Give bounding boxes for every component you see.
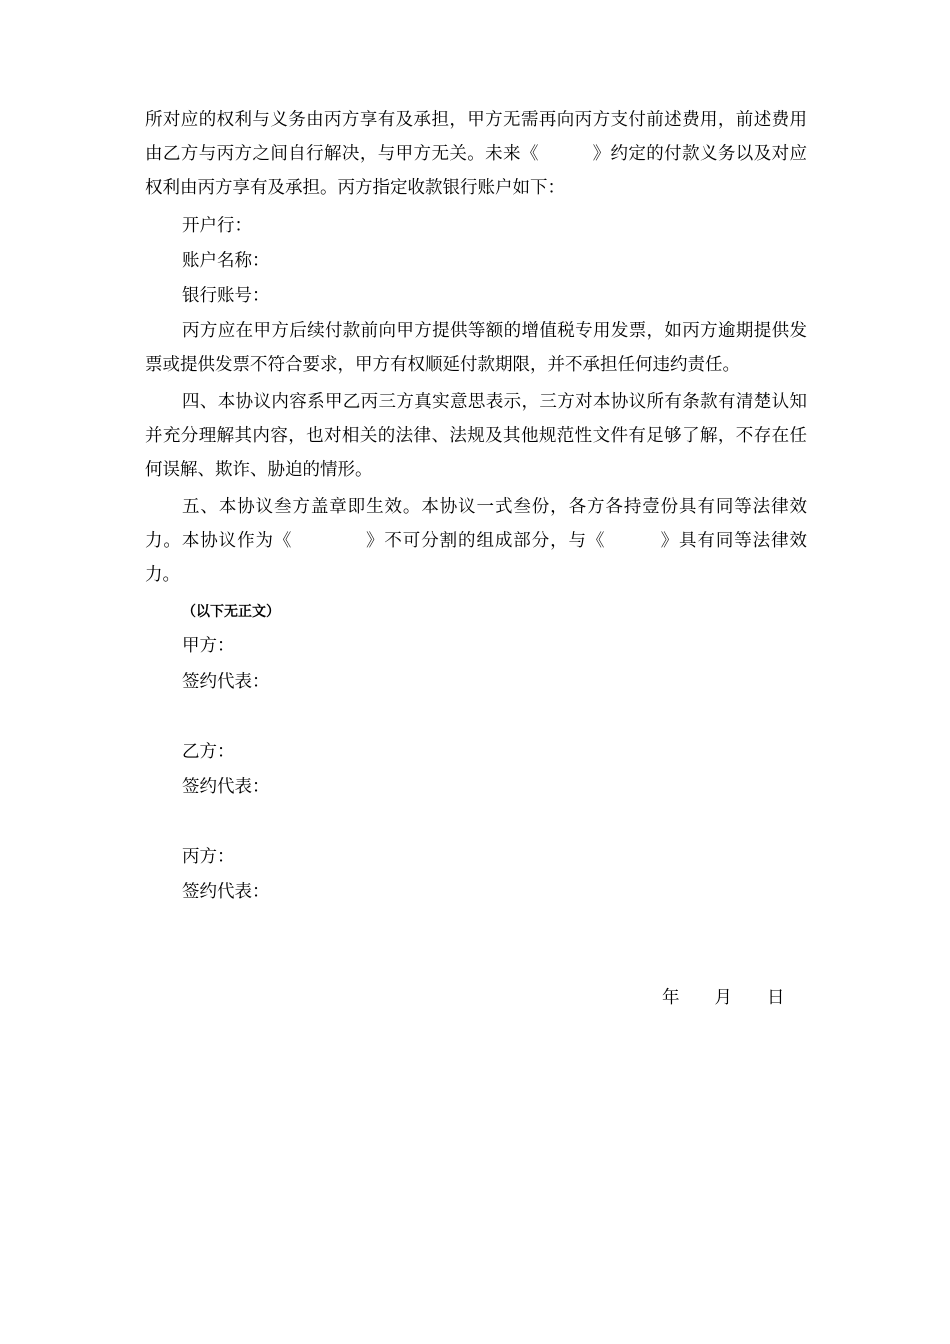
account-name-label: 账户名称： <box>182 251 270 271</box>
clause-3-continuation: 所对应的权利与义务由丙方享有及承担，甲方无需再向丙方支付前述费用，前述费用由乙方与丙方之间自行解决，与甲方无关。未来《 》约定的付款义务以及对应权利由丙方享有及承担。丙方指定收款银行账户如下： <box>145 110 807 198</box>
party-b-representative-label: 签约代表： <box>182 777 270 797</box>
party-b-label: 乙方： <box>182 742 235 762</box>
invoice-paragraph: 丙方应在甲方后续付款前向甲方提供等额的增值税专用发票，如丙方逾期提供发票或提供发票不符合要求，甲方有权顺延付款期限，并不承担任何违约责任。 <box>145 321 807 375</box>
signing-date: 年 月 日 <box>662 988 785 1008</box>
bank-name-label: 开户行： <box>182 216 252 236</box>
party-c-representative-label: 签约代表： <box>182 882 270 902</box>
party-a-label: 甲方： <box>182 636 235 656</box>
clause-4: 四、本协议内容系甲乙丙三方真实意思表示，三方对本协议所有条款有清楚认知并充分理解其内容，也对相关的法律、法规及其他规范性文件有足够了解，不存在任何误解、欺诈、胁迫的情形。 <box>145 392 807 480</box>
party-a-representative-label: 签约代表： <box>182 672 270 692</box>
account-number-label: 银行账号： <box>182 286 270 306</box>
party-c-label: 丙方： <box>182 847 235 867</box>
clause-5: 五、本协议叁方盖章即生效。本协议一式叁份，各方各持壹份具有同等法律效力。本协议作为《 》不可分割的组成部分，与《 》具有同等法律效力。 <box>145 497 807 585</box>
end-of-text-note: （以下无正文） <box>182 604 280 620</box>
